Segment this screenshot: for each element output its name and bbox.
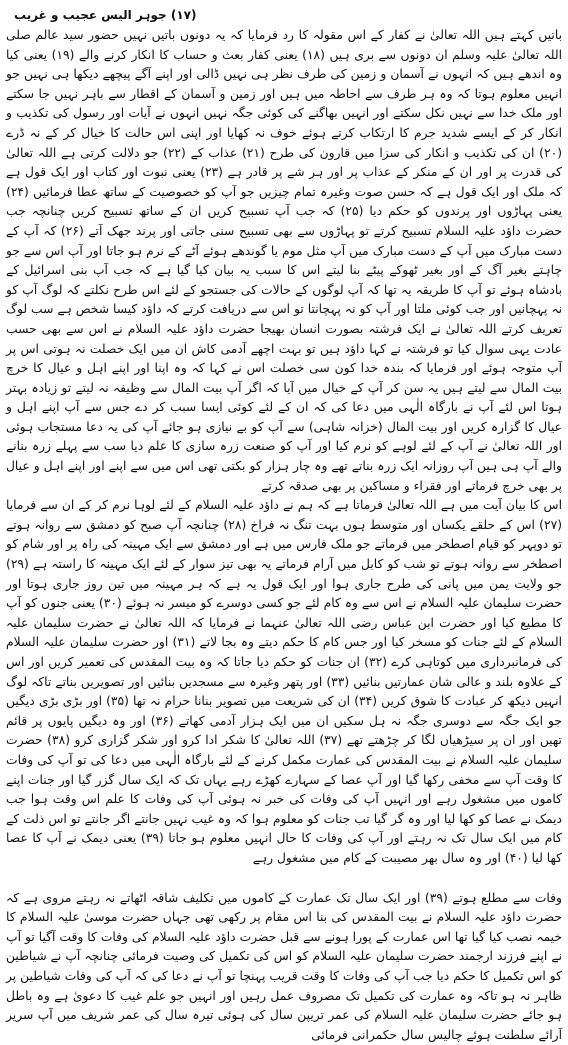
paragraph-1: باتیں کہتے ہیں اللہ تعالیٰ نے کفار کے اس مقولہ کا رد فرمایا کہ یہ دونوں باتیں نہیں حضور سید عالم صلی اللہ تعالیٰ علیہ وسلم ان دونوں سے بری ہیں (۱۸) یعنی کفار بعث و حساب کا انکار کرنے والے (۱۹) یعنی کیا وہ اندھے ہیں کہ انہوں نے آسمان و زمین کی طرف نظر ہی نہیں ڈالی اور اپنے آگے پیچھے دیکھا ہی نہیں جو انہیں معلوم ہوتا کہ وہ ہر طرف سے احاطہ میں ہیں اور زمین و آسمان کے اقطار سے باہر نہیں جا سکتے اور ملک خدا سے نہیں نکل سکتے اور انہیں بھاگنے کی کوئی جگہ نہیں انہوں نے آیات اور رسول کی تکذیب و انکار کر کے ایسے شدید جرم کا ارتکاب کرتے ہوئے خوف نہ کھایا اور اپنی اس حالت کا خیال کر کے نہ ڈرے (۲۰) ان کی تکذیب و انکار کی سزا میں قارون کی طرح (۲۱) عذاب کے (۲۲) جو دلالت کرتی ہے اللہ تعالیٰ کی قدرت پر اور ان کے منکر کے عذاب پر اور ہر شے پر قادر ہے (۲۳) یعنی نبوت اور کتاب اور ایک قول ہے کہ ملک اور ایک قول ہے کہ حسن صوت وغیرہ تمام چیزیں جو آپ کو خصوصیت کے ساتھ عطا فرمائیں (۲۴) یعنی پہاڑوں اور پرندوں کو حکم دیا (۲۵) کہ جب آپ تسبیح کریں ان کے ساتھ تسبیح کریں چنانچہ جب حضرت داؤد علیہ السلام تسبیح کرتے تو پہاڑوں سے بھی تسبیح سنی جاتی اور پرند جھک آتے (۲۶) کہ آپ کے دست مبارک میں آپ کے دست مبارک میں آپ مثل موم یا گوندھے ہوئے آٹے کے نرم ہو جاتا اور آپ اس سے جو چاہتے بغیر آگ کے اور بغیر ٹھوکے پیٹے بنا لیتے اس کا سبب یہ بیان کیا گیا ہے کہ جب آپ بنی اسرائیل کے بادشاہ ہوئے تو آپ کا طریقہ یہ تھا کہ آپ لوگوں کے حالات کی جستجو کے لئے اس طرح نکلتے کہ لوگ آپ کو نہ پہچانیں اور جب کوئی ملتا اور آپ کو نہ پہچانتا تو اس سے دریافت کرتے کہ داؤد کیسا شخص ہے سب لوگ تعریف کرتے اللہ تعالیٰ نے ایک فرشتہ بصورت انسان بھیجا حضرت داؤد علیہ السلام نے اس سے بھی حسب عادت یہی سوال کیا تو فرشتہ نے کہا داؤد ہیں تو بہت اچھے آدمی کاش ان میں ایک خصلت نہ ہوتی اس پر آپ متوجہ ہوئے اور فرمایا کہ بندہ خدا کون سی خصلت اس نے کہا کہ وہ اپنا اور اپنے اہل و عیال کا خرچ بیت المال سے لیتے ہیں یہ سن کر آپ کے خیال میں آیا کہ اگر آپ بیت المال سے وظیفہ نہ لیتے تو زیادہ بہتر ہوتا اس لئے آپ نے بارگاہ الٰہی میں دعا کی کہ ان کے لئے کوئی ایسا سبب کر دے جس سے آپ اپنے اہل و عیال کا گزارہ کریں اور بیت المال (خزانہ شاہی) سے آپ کو بے نیازی ہو جائے آپ کی یہ دعا مستجاب ہوئی اور اللہ تعالیٰ نے آپ کے لئے لوہے کو نرم کیا اور آپ کو صنعت زرہ سازی کا علم دیا سب سے پہلے زرہ بنانے والے آپ ہی ہیں آپ روزانہ ایک زرہ بناتے تھے وہ چار ہزار کو بکتی تھی اس میں سے اپنے اور اپنے اہل و عیال پر بھی خرچ فرماتے اور فقراء و مساکین پر بھی صدقہ کرتے [6, 28, 563, 493]
scanned-page [6, 4, 563, 1042]
paragraph-3: وفات سے مطلع ہوتے (۳۹) اور ایک سال تک عمارت کے کاموں میں تکلیف شاقہ اٹھاتے نہ رہتے مروی ہے کہ حضرت داؤد علیہ السلام نے بیت المقدس کی بنا اس مقام پر رکھی تھی جہاں حضرت موسیٰ علیہ السلام کا خیمہ نصب کیا گیا تھا اس عمارت کے پورا ہونے سے قبل حضرت داؤد علیہ السلام کی وفات کا وقت آگیا تو آپ نے اپنے فرزند ارجمند حضرت سلیمان علیہ السلام کو اس کی تکمیل کی وصیت فرمائی چنانچہ آپ نے شیاطین کو اس تکمیل کا حکم دیا جب آپ کی وفات کا وقت قریب پہنچا تو آپ نے دعا کی کہ آپ کی وفات شیاطین پر ظاہر نہ ہو تاکہ وہ عمارت کی تکمیل تک مصروف عمل رہیں اور انہیں جو علم غیب کا دعویٰ ہے وہ باطل ہو جائے حضرت سلیمان علیہ السلام کی عمر تریپن سال کی ہوئی تیرہ سال کی عمر شریف میں آپ سریر آرائے سلطنت ہوئے چالیس سال حکمرانی فرمائی [6, 890, 562, 1042]
paragraph-2: اس کا بیان آیت میں ہے اللہ تعالیٰ فرماتا ہے کہ ہم نے داؤد علیہ السلام کے لئے لوہا نرم کر کے ان سے فرمایا (۲۷) اس کے حلقے یکساں اور متوسط ہوں بہت تنگ نہ فراخ (۲۸) چنانچہ آپ صبح کو دمشق سے روانہ ہوتے تو دوپہر کو قیام اصطخر میں فرماتے جو ملک فارس میں ہے اور دمشق سے ایک مہینہ کی راہ پر اور شام کو اصطخر سے روانہ ہوتے تو شب کو کابل میں آرام فرماتے یہ بھی تیز سوار کے لئے ایک مہینہ کا راستہ ہے (۲۹) جو ولایت یمن میں پانی کی طرح جاری ہوا اور ایک قول یہ ہے کہ ہر مہینہ میں تین روز جاری ہوتا اور حضرت سلیمان علیہ السلام نے اس سے وہ کام لئے جو کسی دوسرے کو میسر نہ ہوئے (۳۰) یعنی جنوں کو آپ کا مطیع کیا اور حضرت ابن عباس رضی اللہ تعالیٰ عنہما نے فرمایا کہ اللہ تعالیٰ نے حضرت سلیمان علیہ السلام کے لئے جنات کو مسخر کیا اور جس کام کا حکم دیتے وہ بجا لاتے (۳۱) اور حضرت سلیمان علیہ السلام کی فرمانبرداری میں کوتاہی کرے (۳۲) ان جنات کو حکم دیا جاتا کہ وہ بیت المقدس کی تعمیر کریں اور اس کے علاوہ بلند و عالی شان عمارتیں بنائیں (۳۳) اور پتھر وغیرہ سے مسجدیں بنائیں اور تصویریں بناتے تاکہ لوگ انہیں دیکھ کر عبادت کا شوق کریں (۳۴) ان کی شریعت میں تصویر بنانا حرام نہ تھا (۳۵) اور بڑی بڑی دیگیں جو ایک جگہ سے دوسری جگہ نہ ہل سکیں ان میں ایک ہزار آدمی کھاتے (۳۶) اور وہ دیگیں پایوں پر قائم تھیں اور ان پر سیڑھیاں لگا کر چڑھتے تھے (۳۷) اللہ تعالیٰ کا شکر ادا کرو اور شکر گزاری کرو (۳۸) حضرت سلیمان علیہ السلام نے بیت المقدس کی عمارت مکمل کرنے کے لئے بارگاہ الٰہی میں دعا کی تو آپ کی وفات کا وقت آپ سے مخفی رکھا گیا اور آپ عصا کے سہارے کھڑے رہے یہاں تک کہ ایک سال گزر گیا اور جنات اپنے کاموں میں مشغول رہے اور انہیں آپ کی وفات کی خبر نہ ہوئی آپ کی وفات کا علم اس وقت ہوا جب دیمک نے عصا کو کھا لیا اور وہ گر گیا تب جنات کو معلوم ہوا کہ وہ غیب نہیں جانتے اگر جانتے تو اس ذلت کے کام میں ایک سال تک نہ رہتے اور آپ کی وفات کا حال انہیں معلوم ہو جاتا (۳۹) یعنی دیمک نے آپ کا عصا کھا لیا (۴۰) اور وہ سال بھر مصیبت کے کام میں مشغول رہے [6, 498, 562, 865]
page-header: (۱۷) جوہر الیس عجیب و غریب [14, 8, 197, 22]
